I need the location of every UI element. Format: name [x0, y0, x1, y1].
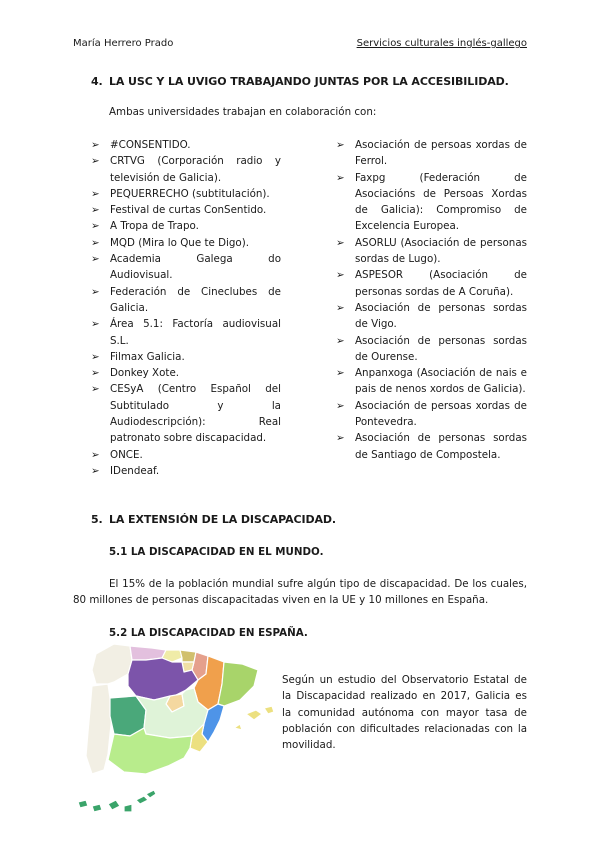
- map-canarias-4: [124, 804, 132, 812]
- collaborator-list-item: [91, 463, 281, 479]
- section-4-intro: Ambas universidades trabajan en colaboración con:: [109, 106, 377, 118]
- collaborator-list-item: [91, 447, 281, 463]
- section-4-title: LA USC Y LA UVIGO TRABAJANDO JUNTAS POR LA ACCESIBILIDAD.: [109, 75, 509, 88]
- arrow-bullet-icon: ➢: [336, 269, 345, 282]
- collaborator-list-item: [91, 202, 281, 218]
- collaborator-name: Academia Galega do Audiovisual.: [110, 253, 281, 282]
- map-pais-vasco: [180, 650, 196, 662]
- arrow-bullet-icon: ➢: [91, 367, 100, 380]
- arrow-bullet-icon: ➢: [91, 383, 100, 396]
- arrow-bullet-icon: ➢: [336, 432, 345, 445]
- arrow-bullet-icon: ➢: [91, 253, 100, 266]
- map-baleares-2: [264, 706, 274, 714]
- collaborator-name: ONCE.: [110, 448, 143, 461]
- arrow-bullet-icon: ➢: [91, 155, 100, 168]
- collaborator-list-item: [91, 381, 281, 446]
- collaborator-name: MQD (Mira lo Que te Digo).: [110, 236, 250, 249]
- section-5-1-text: El 15% de la población mundial sufre algún tipo de discapacidad. De los cuales, 80 millones de personas discapacitadas viven en la UE y 10 millones en España.: [73, 578, 527, 607]
- arrow-bullet-icon: ➢: [91, 448, 100, 461]
- collaborator-list-item: [336, 398, 527, 431]
- collaborator-name: Asociación de persoas xordas de Pontevedra.: [355, 399, 527, 429]
- collaborator-list-item: [336, 137, 527, 170]
- map-canarias-1: [78, 800, 88, 808]
- arrow-bullet-icon: ➢: [336, 139, 345, 151]
- collaborator-list-item: [336, 170, 527, 235]
- collaborator-list-item: [336, 267, 527, 300]
- collaborator-name: Festival de curtas ConSentido.: [110, 204, 267, 217]
- collaborator-name: Donkey Xote.: [110, 367, 180, 380]
- section-4-number: 4.: [91, 75, 103, 88]
- collaborator-list-item: [91, 349, 281, 365]
- collaborator-list-item: [91, 186, 281, 202]
- collaborator-list-item: [91, 365, 281, 381]
- section-5-1-heading: 5.1 LA DISCAPACIDAD EN EL MUNDO.: [109, 546, 324, 558]
- collaborator-name: Asociación de persoas xordas de Ferrol.: [355, 139, 527, 168]
- arrow-bullet-icon: ➢: [336, 334, 345, 347]
- left-collaborator-list: [91, 137, 281, 479]
- page-header-course: Servicios culturales inglés-gallego: [356, 38, 527, 49]
- collaborator-name: CRTVG (Corporación radio y televisión de Galicia).: [110, 155, 281, 184]
- collaborator-list-item: [91, 235, 281, 251]
- collaborator-list-item: [336, 333, 527, 366]
- collaborator-name: PEQUERRECHO (subtitulación).: [110, 187, 270, 200]
- arrow-bullet-icon: ➢: [91, 220, 100, 233]
- collaborator-list-item: [91, 251, 281, 284]
- arrow-bullet-icon: ➢: [91, 139, 100, 151]
- arrow-bullet-icon: ➢: [336, 399, 345, 412]
- arrow-bullet-icon: ➢: [91, 236, 100, 249]
- arrow-bullet-icon: ➢: [91, 318, 100, 331]
- arrow-bullet-icon: ➢: [91, 464, 100, 477]
- spain-regions-map: [74, 624, 280, 828]
- arrow-bullet-icon: ➢: [91, 350, 100, 363]
- collaborator-name: Federación de Cineclubes de Galicia.: [110, 285, 281, 314]
- collaborator-name: #CONSENTIDO.: [110, 139, 191, 151]
- collaborator-name: A Tropa de Trapo.: [110, 220, 199, 233]
- collaborator-name: Faxpg (Federación de Asociacións de Persoas Xordas de Galicia): Compromiso de Excelencia Europea.: [355, 171, 527, 233]
- map-canarias-2: [92, 804, 102, 812]
- section-4-heading: [91, 75, 509, 88]
- map-baleares-1: [246, 710, 262, 720]
- arrow-bullet-icon: ➢: [91, 187, 100, 200]
- map-galicia: [92, 644, 132, 684]
- collaborator-name: Asociación de personas sordas de Vigo.: [355, 301, 527, 331]
- section-5-number: 5.: [91, 513, 103, 526]
- collaborator-name: IDendeaf.: [110, 464, 160, 477]
- arrow-bullet-icon: ➢: [336, 171, 345, 184]
- page-header-author: María Herrero Prado: [73, 38, 174, 49]
- arrow-bullet-icon: ➢: [336, 236, 345, 249]
- collaborator-list-item: [91, 153, 281, 186]
- section-5-title: LA EXTENSIÓN DE LA DISCAPACIDAD.: [109, 513, 337, 526]
- map-canarias-5: [136, 796, 148, 804]
- section-5-heading: [91, 513, 336, 526]
- map-baleares-3: [234, 724, 242, 730]
- collaborator-list-item: [91, 284, 281, 317]
- collaborator-name: Anpanxoga (Asociación de nais e pais de nenos xordos de Galicia).: [355, 367, 527, 396]
- map-canarias-3: [108, 800, 120, 810]
- collaborator-name: ASPESOR (Asociación de personas sordas de A Coruña).: [355, 269, 527, 298]
- arrow-bullet-icon: ➢: [91, 285, 100, 298]
- collaborator-name: Asociación de personas sordas de Santiago de Compostela.: [355, 432, 527, 461]
- arrow-bullet-icon: ➢: [336, 301, 345, 314]
- collaborator-name: CESyA (Centro Español del Subtitulado y la Audiodescripción): Real patronato sobre discapacidad.: [110, 383, 281, 445]
- collaborator-list-item: [336, 300, 527, 333]
- arrow-bullet-icon: ➢: [91, 204, 100, 217]
- collaborator-name: ASORLU (Asociación de personas sordas de Lugo).: [355, 236, 527, 266]
- arrow-bullet-icon: ➢: [336, 367, 345, 380]
- map-canarias-6: [146, 790, 156, 798]
- collaborator-list-item: [91, 316, 281, 349]
- collaborator-list-item: [336, 235, 527, 268]
- section-5-2-text: Según un estudio del Observatorio Estatal de la Discapacidad realizado en 2017, Galicia es la comunidad autónoma con mayor tasa de población con dificultades relacionadas con la movilidad.: [282, 674, 527, 752]
- collaborator-name: Asociación de personas sordas de Ourense.: [355, 334, 527, 363]
- collaborator-list-item: [91, 137, 281, 153]
- section-5-2-heading: 5.2 LA DISCAPACIDAD EN ESPAÑA.: [109, 627, 308, 639]
- collaborator-list-item: [336, 430, 527, 463]
- collaborator-name: Filmax Galicia.: [110, 350, 185, 363]
- collaborator-name: Área 5.1: Factoría audiovisual S.L.: [110, 318, 281, 347]
- map-cataluna: [218, 662, 258, 706]
- right-collaborator-list: [336, 137, 527, 463]
- collaborator-list-item: [336, 365, 527, 398]
- collaborator-list-item: [91, 218, 281, 234]
